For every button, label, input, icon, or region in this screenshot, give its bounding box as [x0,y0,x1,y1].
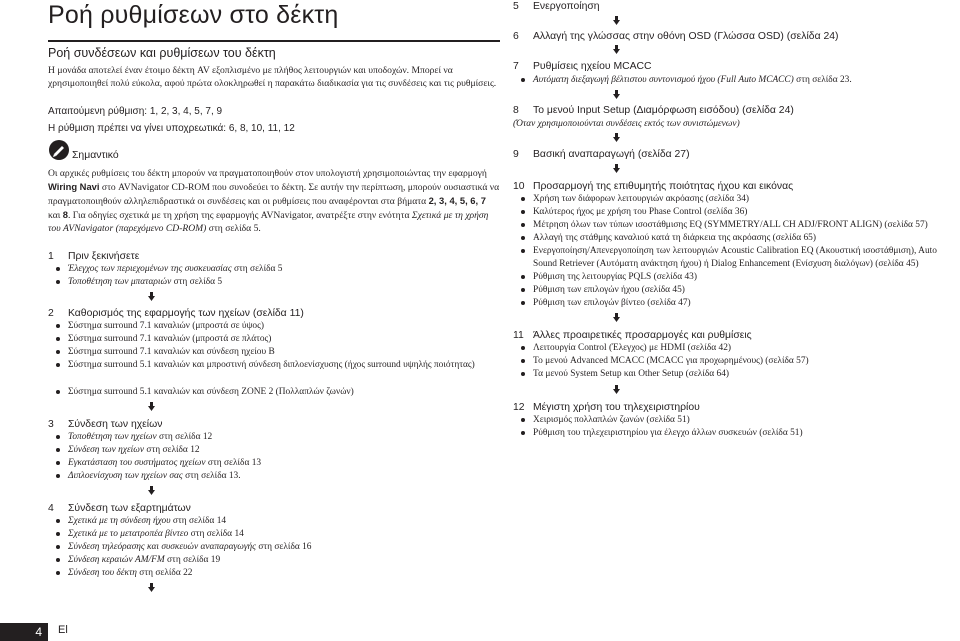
step-number: 6 [513,31,519,42]
step-1-heading [48,250,139,263]
step-number: 3 [48,419,54,430]
important-text: . Για οδηγίες σχετικά με τη χρήση της εφαρμογής AVNavigator, ανατρέξτε στην ενότητα [67,210,412,221]
step-title: Ενεργοποίηση [533,1,600,12]
step-5-heading [513,0,600,13]
list-item[interactable]: Διπλοενίσχυση των ηχείων σας στη σελίδα 13. [68,470,241,483]
step-title: Πριν ξεκινήσετε [68,251,140,262]
list-item[interactable]: Χειρισμός πολλαπλών ζωνών (σελίδα 51) [533,414,690,427]
important-text: στη σελίδα 5. [206,223,261,234]
step-number: 7 [513,61,519,72]
important-label: Σημαντικό [72,150,119,161]
step-number: 9 [513,149,519,160]
step-7-heading [513,60,652,73]
step-10-heading [513,180,793,193]
list-item[interactable]: Μέτρηση όλων των τύπων ισοστάθμισης EQ (SYMMETRY/ALL CH ADJ/FRONT ALIGN) (σελίδα 57) [533,219,958,232]
list-item[interactable]: Ρύθμιση του τηλεχειριστηρίου για έλεγχο άλλων συσκευών (σελίδα 51) [533,427,803,440]
important-steps: 2, 3, 4, 5, 6, 7 [428,195,486,206]
list-item[interactable]: Ρύθμιση των επιλογών ήχου (σελίδα 45) [533,284,685,297]
list-item[interactable]: Σύνδεση του δέκτη στη σελίδα 22 [68,567,192,580]
down-arrow-icon [613,90,620,99]
step-title: Σύνδεση των εξαρτημάτων [68,503,191,514]
step-number: 10 [513,181,525,192]
step-number: 1 [48,251,54,262]
step-title: Ρυθμίσεις ηχείου MCACC [533,61,652,72]
list-item[interactable]: Ενεργοποίηση/Απενεργοποίηση των λειτουργιών Acoustic Calibration EQ (Ακουστική ισοστάθμιση), Auto Sound Retriever (Αυτόματη ανάκτηση ήχου) ή Dialog Enhancement (Ενίσχυση διαλόγων) (σελίδα 45) [533,245,958,271]
list-item[interactable]: Σύστημα surround 5.1 καναλιών και μπροστινή σύνδεση διπλοενίσχυσης (ήχος surround υψηλής ποιότητας) [68,359,488,372]
down-arrow-icon [613,385,620,394]
step-title: Αλλαγή της γλώσσας στην οθόνη OSD (Γλώσσα OSD) (σελίδα 24) [533,31,839,42]
list-item[interactable]: Σχετικά με το μετατροπέα βίντεο στη σελίδα 14 [68,528,244,541]
step-number: 11 [513,330,524,341]
list-item[interactable]: Ρύθμιση της λειτουργίας PQLS (σελίδα 43) [533,271,697,284]
required-settings: Απαιτούμενη ρύθμιση: 1, 2, 3, 4, 5, 7, 9 [48,106,223,117]
list-item[interactable]: Τοποθέτηση των ηχείων στη σελίδα 12 [68,431,212,444]
section-subtitle: Ροή συνδέσεων και ρυθμίσεων του δέκτη [48,46,276,60]
step-8-heading [513,104,794,117]
step-11-heading [513,329,752,342]
down-arrow-icon [613,164,620,173]
step-title: Καθορισμός της εφαρμογής των ηχείων (σελίδα 11) [68,308,304,319]
list-item[interactable]: Τα μενού System Setup και Other Setup (σελίδα 64) [533,368,729,381]
important-pencil-icon [48,139,70,166]
wiring-navi-name: Wiring Navi [48,181,100,192]
step-2-heading [48,307,304,320]
step-12-heading [513,401,700,414]
page-number: 4 [0,623,48,641]
list-item[interactable]: Σύστημα surround 7.1 καναλιών (μπροστά σε ύψος) [68,320,264,333]
list-item[interactable]: Αλλαγή της στάθμης καναλιού κατά τη διάρκεια της ακρόασης (σελίδα 65) [533,232,816,245]
step-3-heading [48,418,162,431]
step-number: 4 [48,503,54,514]
down-arrow-icon [613,133,620,142]
list-item[interactable]: Ρύθμιση των επιλογών βίντεο (σελίδα 47) [533,297,691,310]
step-6-heading [513,30,838,43]
step-number: 5 [513,1,519,12]
list-item[interactable]: Εγκατάσταση του συστήματος ηχείων στη σελίδα 13 [68,457,261,470]
list-item[interactable]: Το μενού Advanced MCACC (MCACC για προχωρημένους) (σελίδα 57) [533,355,809,368]
list-item[interactable]: Αυτόματη διεξαγωγή βέλτιστου συντονισμού ήχου (Full Auto MCACC) στη σελίδα 23. [533,74,852,87]
avnavigator-reference[interactable]: Σχετικά με τη χρήση του AVNavigator (παρεχόμενο CD-ROM) [48,210,489,234]
important-step-8: 8 [62,209,68,220]
important-text: στο AVNavigator CD-ROM που συνοδεύει το δέκτη. Σε αυτήν την περίπτωση, μπορούν ουσιαστικά να πραγματοποιηθούν αλληλεπιδραστικά οι συνδέσεις και οι ρυθμίσεις που αναφέρονται στα βήματα [48,182,500,207]
down-arrow-icon [148,402,155,411]
language-code: El [58,624,68,636]
down-arrow-icon [613,313,620,322]
list-item[interactable]: Τοποθέτηση των μπαταριών στη σελίδα 5 [68,276,222,289]
list-item[interactable]: Σύνδεση των ηχείων στη σελίδα 12 [68,444,200,457]
list-item[interactable]: Χρήση των διάφορων λειτουργιών ακρόασης (σελίδα 34) [533,193,749,206]
down-arrow-icon [613,45,620,54]
list-item[interactable]: Σύστημα surround 7.1 καναλιών και σύνδεση ηχείου B [68,346,275,359]
list-item[interactable]: Σύνδεση τηλεόρασης και συσκευών αναπαραγωγής στη σελίδα 16 [68,541,312,554]
important-text: Οι αρχικές ρυθμίσεις του δέκτη μπορούν να πραγματοποιηθούν στον υπολογιστή χρησιμοποιώντας την εφαρμογή [48,168,487,179]
list-item[interactable]: Έλεγχος των περιεχομένων της συσκευασίας στη σελίδα 5 [68,263,282,276]
step-number: 8 [513,105,519,116]
intro-paragraph: Η μονάδα αποτελεί έναν έτοιμο δέκτη AV εξοπλισμένο με πλήθος λειτουργιών και υποδοχών. Μπορεί να χρησιμοποιηθεί πολύ εύκολα, αφού πρώτα ολοκληρωθεί η παρακάτω διαδικασία για τις συνδέσεις και τις ρυθμίσεις. [48,65,497,89]
down-arrow-icon [148,583,155,592]
list-item[interactable]: Σύνδεση κεραιών AM/FM στη σελίδα 19 [68,554,220,567]
list-item[interactable]: Σύστημα surround 5.1 καναλιών και σύνδεση ZONE 2 (Πολλαπλών ζωνών) [68,386,354,399]
step-9-heading [513,148,690,161]
important-text: και [48,210,63,221]
step-4-heading [48,502,191,515]
list-item[interactable]: Λειτουργία Control (Έλεγχος) με HDMI (σελίδα 42) [533,342,731,355]
step-title: Μέγιστη χρήση του τηλεχειριστηρίου [533,402,700,413]
title-rule [48,40,500,42]
down-arrow-icon [148,292,155,301]
step-title: Βασική αναπαραγωγή (σελίδα 27) [533,149,690,160]
mandatory-settings: Η ρύθμιση πρέπει να γίνει υποχρεωτικά: 6, 8, 10, 11, 12 [48,123,295,134]
step-number: 2 [48,308,54,319]
page-title: Ροή ρυθμίσεων στο δέκτη [48,1,339,29]
list-item[interactable]: Σύστημα surround 7.1 καναλιών (μπροστά σε πλάτος) [68,333,271,346]
step-title: Το μενού Input Setup (Διαμόρφωση εισόδου) (σελίδα 24) [533,105,794,116]
step-number: 12 [513,402,525,413]
down-arrow-icon [613,16,620,25]
step-title: Άλλες προαιρετικές προσαρμογές και ρυθμίσεις [533,330,752,341]
important-paragraph [48,167,500,235]
step-title: Σύνδεση των ηχείων [68,419,163,430]
list-item[interactable]: Καλύτερος ήχος με χρήση του Phase Control (σελίδα 36) [533,206,747,219]
step-8-note: (Όταν χρησιμοποιούνται συνδέσεις εκτός των συνιστώμενων) [513,119,740,129]
list-item[interactable]: Σχετικά με τη σύνδεση ήχου στη σελίδα 14 [68,515,226,528]
down-arrow-icon [148,486,155,495]
step-title: Προσαρμογή της επιθυμητής ποιότητας ήχου και εικόνας [533,181,794,192]
